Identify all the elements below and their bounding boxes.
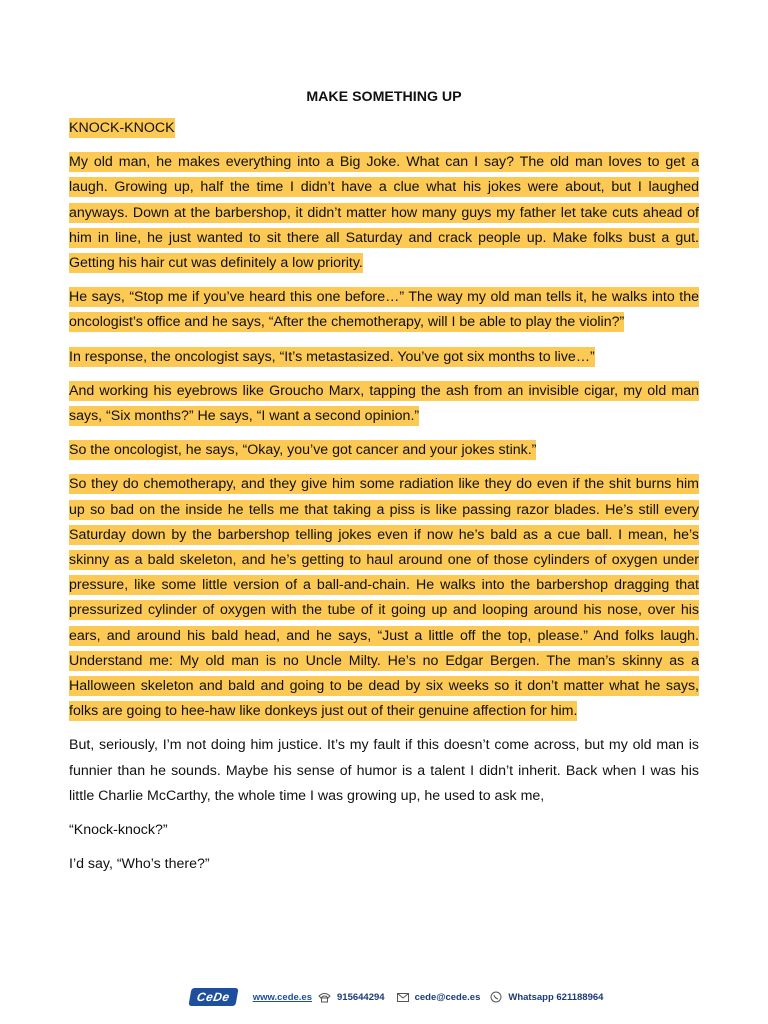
phone-icon — [318, 992, 331, 1003]
paragraph-4: And working his eyebrows like Groucho Marx, tapping the ash from an invisible cigar, my old man says, “Six months?” He says, “I want a second opinion.” — [69, 382, 699, 425]
paragraph-7: But, seriously, I’m not doing him justice. It’s my fault if this doesn’t come across, but my old man is funnier than he sounds. Maybe his sense of humor is a talent I didn’t inherit. Back when I was his little Charlie McCarthy, the whole time I was growing up, he used to ask me, — [69, 737, 699, 804]
document-title: MAKE SOMETHING UP — [306, 89, 462, 105]
paragraph-3: In response, the oncologist says, “It’s metastasized. You’ve got six months to live…” — [69, 348, 595, 365]
page-footer — [190, 984, 603, 1010]
whatsapp-number: Whatsapp 621188964 — [508, 991, 604, 1003]
paragraph-1: My old man, he makes everything into a Big Joke. What can I say? The old man loves to get a laugh. Growing up, half the time I didn’t have a clue what his jokes were about, but I laughed anyways. Down at the barbershop, it didn’t matter how many guys my father let take cuts ahead of him in line, he just wanted to sit there all Saturday and crack people up. Make folks bust a gut. Getting his hair cut was definitely a low priority. — [69, 154, 699, 272]
phone-number: 915644294 — [337, 991, 385, 1003]
email-link[interactable]: cede@cede.es — [414, 991, 481, 1003]
whatsapp-icon — [490, 991, 502, 1003]
paragraph-5: So the oncologist, he says, “Okay, you’ve got cancer and your jokes stink.” — [69, 442, 537, 459]
envelope-icon — [397, 992, 409, 1002]
paragraph-8: “Knock-knock?” — [69, 822, 168, 839]
paragraph-9: I’d say, “Who’s there?” — [69, 856, 210, 873]
website-link[interactable]: www.cede.es — [252, 991, 313, 1003]
document-page — [69, 86, 699, 886]
section-heading: KNOCK-KNOCK — [69, 120, 175, 136]
paragraph-2: He says, “Stop me if you’ve heard this one before…” The way my old man tells it, he walks into the oncologist’s office and he says, “After the chemotherapy, will I be able to play the violin?” — [69, 289, 699, 331]
paragraph-6: So they do chemotherapy, and they give him some radiation like they do even if the shit burns him up so bad on the inside he tells me that taking a piss is like passing razor blades. He’s still every Saturday down by the barbershop telling jokes even if now he’s bald as a cue ball. I mean, he’s skinny as a bald skeleton, and he’s getting to haul around one of those cylinders of oxygen under pressure, like some little version of a ball-and-chain. He walks into the barbershop dragging that pressurized cylinder of oxygen with the tube of it going up and looping around his nose, over his ears, and around his bald head, and he says, “Just a little off the top, please.” And folks laugh. Understand me: My old man is no Uncle Milty. He’s no Edgar Bergen. The man’s skinny as a Halloween skeleton and bald and going to be dead by six weeks so it don’t matter what he says, folks are going to hee-haw like donkeys just out of their genuine affection for him. — [69, 476, 699, 720]
cede-logo[interactable]: CeDe — [188, 988, 238, 1006]
